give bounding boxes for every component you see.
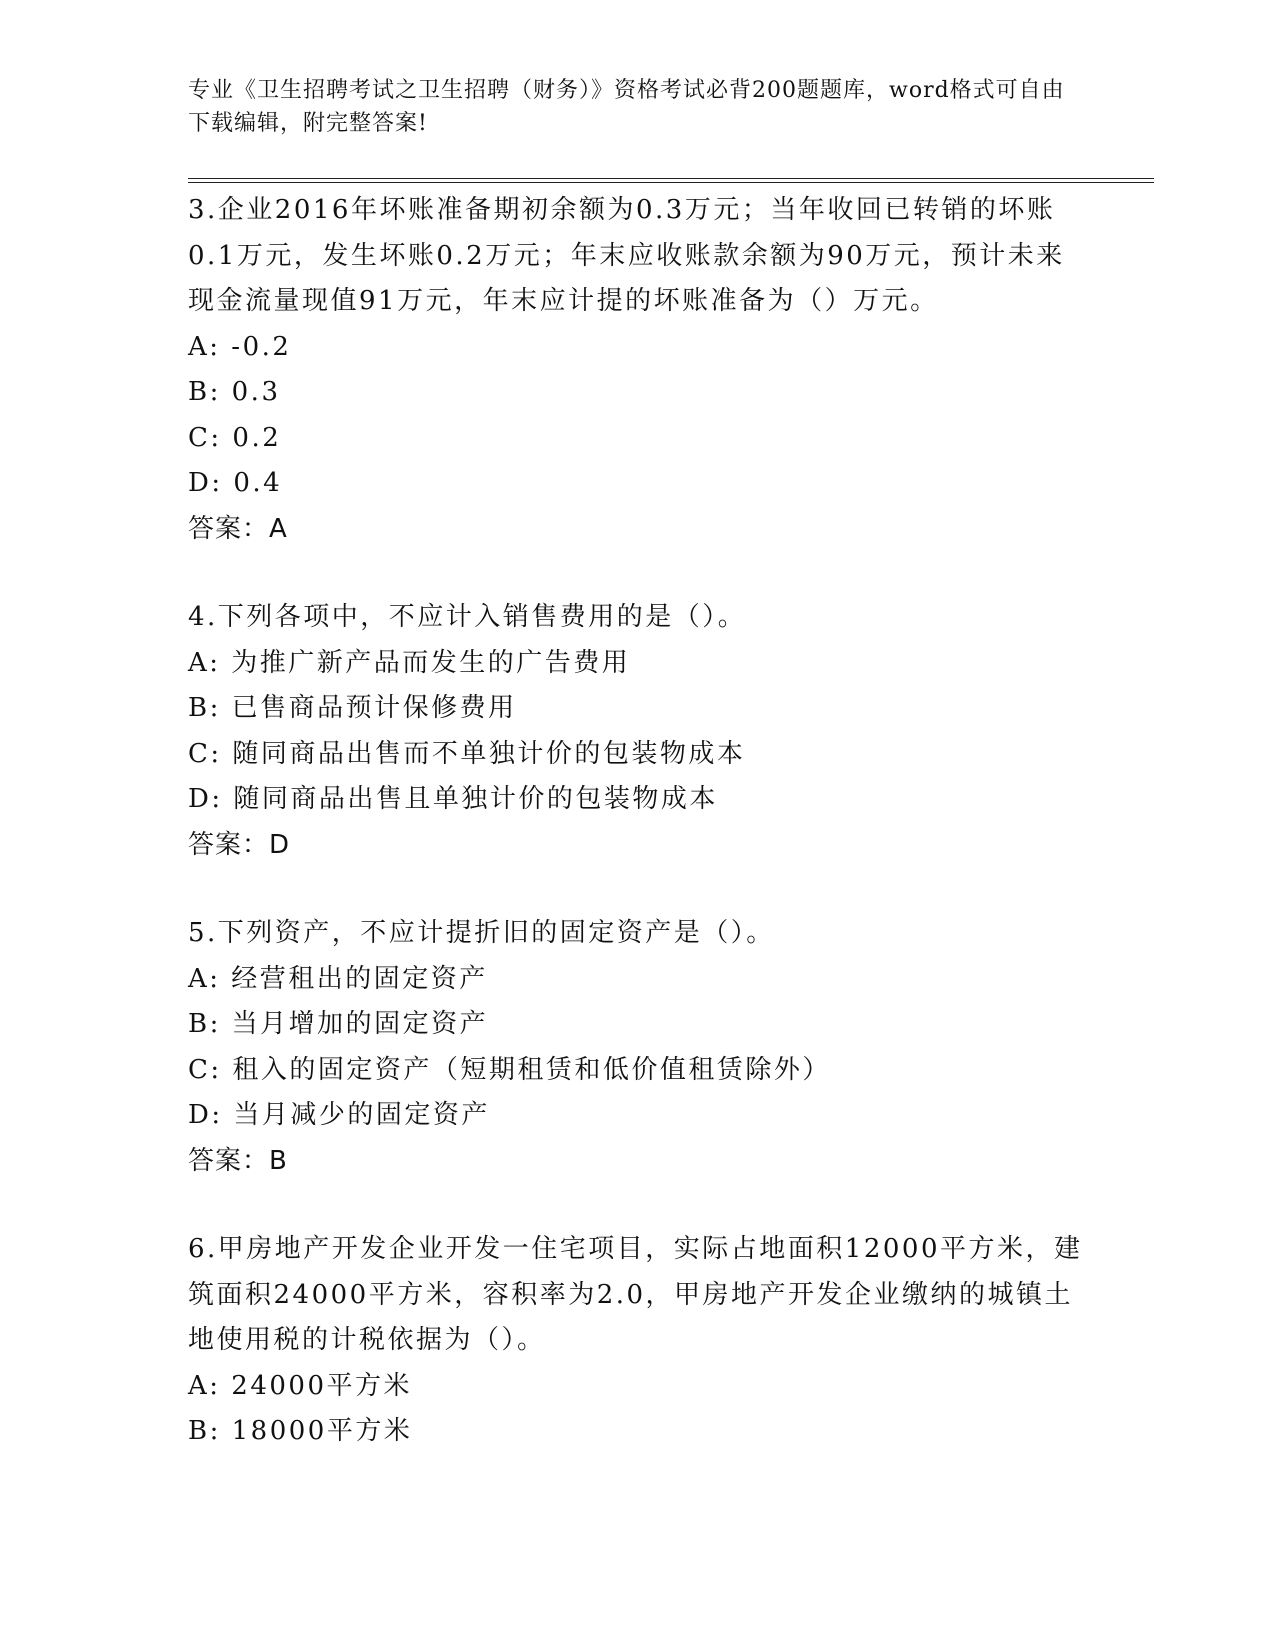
answer-line: 答案：A: [188, 513, 288, 544]
option-a: A: 经营租出的固定资产: [188, 963, 488, 994]
header-divider: [188, 178, 1154, 183]
option-b: B: 当月增加的固定资产: [188, 1009, 489, 1039]
question-stem: 3.企业2016年坏账准备期初余额为0.3万元；当年收回已转销的坏账0.1万元，发生坏账0.2万元；年末应收账款余额为90万元，预计未来现金流量现值91万元，年末应计提的坏账准备为（）万元。: [188, 195, 1065, 316]
answer-line: 答案：B: [188, 1145, 288, 1176]
question-4: [188, 595, 1088, 868]
option-a: A: 24000平方米: [188, 1370, 413, 1401]
question-stem: 4.下列各项中，不应计入销售费用的是（）。: [188, 602, 747, 632]
option-b: B: 已售商品预计保修费用: [188, 693, 517, 723]
option-d: D: 随同商品出售且单独计价的包装物成本: [188, 784, 718, 814]
question-3: [188, 188, 1088, 552]
option-d: D: 当月减少的固定资产: [188, 1100, 490, 1130]
answer-line: 答案：D: [188, 829, 291, 860]
option-b: B: 0.3: [188, 377, 281, 407]
question-stem: 5.下列资产，不应计提折旧的固定资产是（）。: [188, 918, 775, 948]
question-6: [188, 1227, 1088, 1455]
option-b: B: 18000平方米: [188, 1416, 413, 1446]
document-title: 专业《卫生招聘考试之卫生招聘（财务）》资格考试必背200题题库，word格式可自由下载编辑，附完整答案!: [188, 78, 1065, 136]
document-header: [188, 74, 1068, 140]
option-a: A: 为推广新产品而发生的广告费用: [188, 647, 631, 678]
option-d: D: 0.4: [188, 468, 283, 498]
question-stem: 6.甲房地产开发企业开发一住宅项目，实际占地面积12000平方米，建筑面积24000平方米，容积率为2.0，甲房地产开发企业缴纳的城镇土地使用税的计税依据为（）。: [188, 1234, 1083, 1355]
option-c: C: 随同商品出售而不单独计价的包装物成本: [188, 738, 746, 769]
option-c: C: 0.2: [188, 422, 282, 453]
option-c: C: 租入的固定资产（短期租赁和低价值租赁除外）: [188, 1054, 831, 1085]
question-5: [188, 911, 1088, 1184]
question-list: [188, 188, 1088, 1498]
option-a: A: -0.2: [188, 331, 292, 362]
